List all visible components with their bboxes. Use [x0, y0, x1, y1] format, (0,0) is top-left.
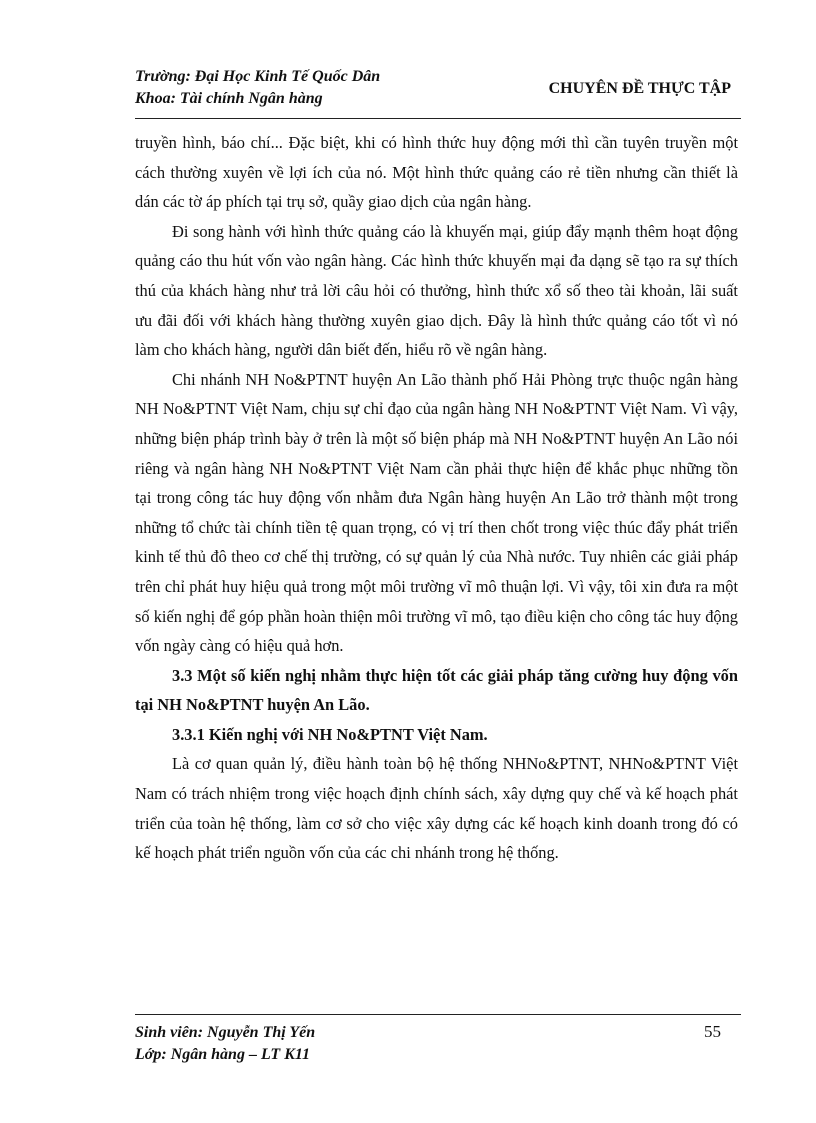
body-paragraph: Chi nhánh NH No&PTNT huyện An Lão thành phố Hải Phòng trực thuộc ngân hàng NH No&PTNT Việt Nam, chịu sự chỉ đạo của ngân hàng NH No&PTNT Việt Nam. Vì vậy, những biện pháp trình bày ở trên là một số biện pháp mà NH No&PTNT huyện An Lão nói riêng và ngân hàng NH No&PTNT Việt Nam cần phải thực hiện để khắc phục những tồn tại trong công tác huy động vốn nhằm đưa Ngân hàng huyện An Lão trở thành một trong những tổ chức tài chính tiền tệ quan trọng, có vị trí then chốt trong việc thúc đẩy phát triển kinh tế thủ đô theo cơ chế thị trường, có sự quản lý của Nhà nước. Tuy nhiên các giải pháp trên chỉ phát huy hiệu quả trong một môi trường vĩ mô thuận lợi. Vì vậy, tôi xin đưa ra một số kiến nghị để góp phần hoàn thiện môi trường vĩ mô, tạo điều kiện cho công tác huy động vốn ngày càng có hiệu quả hơn. [135, 369, 738, 656]
page-footer [135, 1022, 741, 1072]
section-heading-3-3: 3.3 Một số kiến nghị nhằm thực hiện tốt các giải pháp tăng cường huy động vốn tại NH No&PTNT huyện An Lão. [135, 665, 738, 715]
body-paragraph: Đi song hành với hình thức quảng cáo là khuyến mại, giúp đẩy mạnh thêm hoạt động quảng cáo thu hút vốn vào ngân hàng. Các hình thức khuyến mại đa dạng sẽ tạo ra sự thích thú của khách hàng như trả lời câu hỏi có thưởng, hình thức xổ số theo tài khoản, lãi suất ưu đãi đối với khách hàng thường xuyên giao dịch. Đây là hình thức quảng cáo tốt vì nó làm cho khách hàng, người dân biết đến, hiểu rõ về ngân hàng. [135, 221, 738, 360]
school-name: Trường: Đại Học Kinh Tế Quốc Dân [135, 68, 381, 85]
footer-divider [135, 1014, 741, 1015]
footer-left [135, 1022, 315, 1066]
document-type: CHUYÊN ĐỀ THỰC TẬP [548, 80, 731, 97]
header-left [135, 66, 380, 110]
page-header [135, 66, 741, 118]
body-paragraph: Là cơ quan quản lý, điều hành toàn bộ hệ thống NHNo&PTNT, NHNo&PTNT Việt Nam có trách nhiệm trong việc hoạch định chính sách, xây dựng quy chế và kế hoạch phát triển của toàn hệ thống, làm cơ sở cho việc xây dựng các kế hoạch kinh doanh trong đó có kế hoạch phát triển nguồn vốn của các chi nhánh trong hệ thống. [135, 754, 738, 863]
student-name: Sinh viên: Nguyễn Thị Yến [135, 1024, 316, 1041]
section-heading-3-3-1: 3.3.1 Kiến nghị với NH No&PTNT Việt Nam. [172, 724, 488, 744]
body-paragraph: truyền hình, báo chí... Đặc biệt, khi có hình thức huy động mới thì cần tuyên truyền một cách thường xuyên về lợi ích của nó. Một hình thức quảng cáo rẻ tiền nhưng cần thiết là dán các tờ áp phích tại trụ sở, quầy giao dịch của ngân hàng. [135, 133, 738, 212]
class-name: Lớp: Ngân hàng – LT K11 [135, 1046, 310, 1063]
page-number: 55 [704, 1022, 721, 1041]
header-divider [135, 118, 741, 119]
faculty-name: Khoa: Tài chính Ngân hàng [135, 90, 323, 107]
page-body [135, 128, 738, 868]
